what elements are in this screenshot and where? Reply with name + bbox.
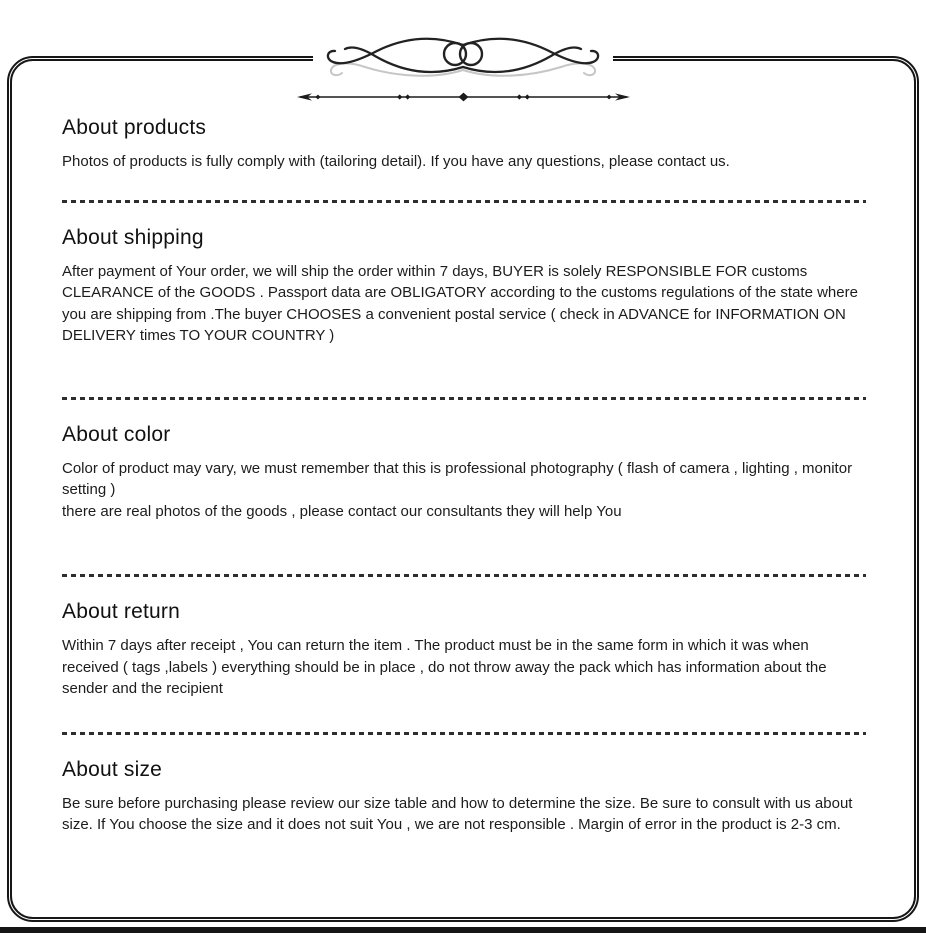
services-sections <box>0 116 926 836</box>
section-paragraph: Be sure before purchasing please review our size table and how to determine the size. Be sure to consult with us about size. If You choose the size and it does not suit You , we are not responsible . Margin of error in the product is 2-3 cm. <box>62 794 853 833</box>
section-about-shipping <box>62 226 866 347</box>
section-about-size <box>62 758 866 836</box>
bottom-edge-bar <box>0 927 926 933</box>
section-heading: About color <box>62 422 171 446</box>
section-heading: About return <box>62 600 180 623</box>
section-heading: About shipping <box>62 225 204 249</box>
section-about-color <box>62 423 866 523</box>
section-about-return <box>62 600 866 700</box>
section-paragraph: there are real photos of the goods , please contact our consultants they will help You <box>62 502 622 520</box>
section-heading: About products <box>62 116 207 139</box>
title-divider-icon <box>296 90 631 104</box>
section-paragraph: Photos of products is fully comply with (tailoring detail). If you have any questions, please contact us. <box>62 153 730 170</box>
section-about-products <box>62 116 866 173</box>
dashed-separator <box>62 574 866 577</box>
dashed-separator <box>62 732 866 735</box>
section-paragraph: After payment of Your order, we will ship the order within 7 days, BUYER is solely RESPONSIBLE FOR customs CLEARANCE of the GOODS . Passport data are OBLIGATORY according to the customs regulations of the state where you are shipping from .The buyer CHOOSES a convenient postal service ( check in ADVANCE for INFORMATION ON DELIVERY times TO YOUR COUNTRY ) <box>62 262 858 344</box>
dashed-separator <box>62 397 866 400</box>
flourish-icon <box>313 37 613 79</box>
section-paragraph: Color of product may vary, we must remember that this is professional photography ( flash of camera , lighting , monitor setting ) <box>62 459 853 498</box>
section-paragraph: Within 7 days after receipt , You can return the item . The product must be in the same form in which it was when received ( tags ,labels ) everything should be in place , do not throw away the pack which has information about the sender and the recipient <box>62 637 827 697</box>
dashed-separator <box>62 200 866 203</box>
section-heading: About size <box>62 757 163 781</box>
